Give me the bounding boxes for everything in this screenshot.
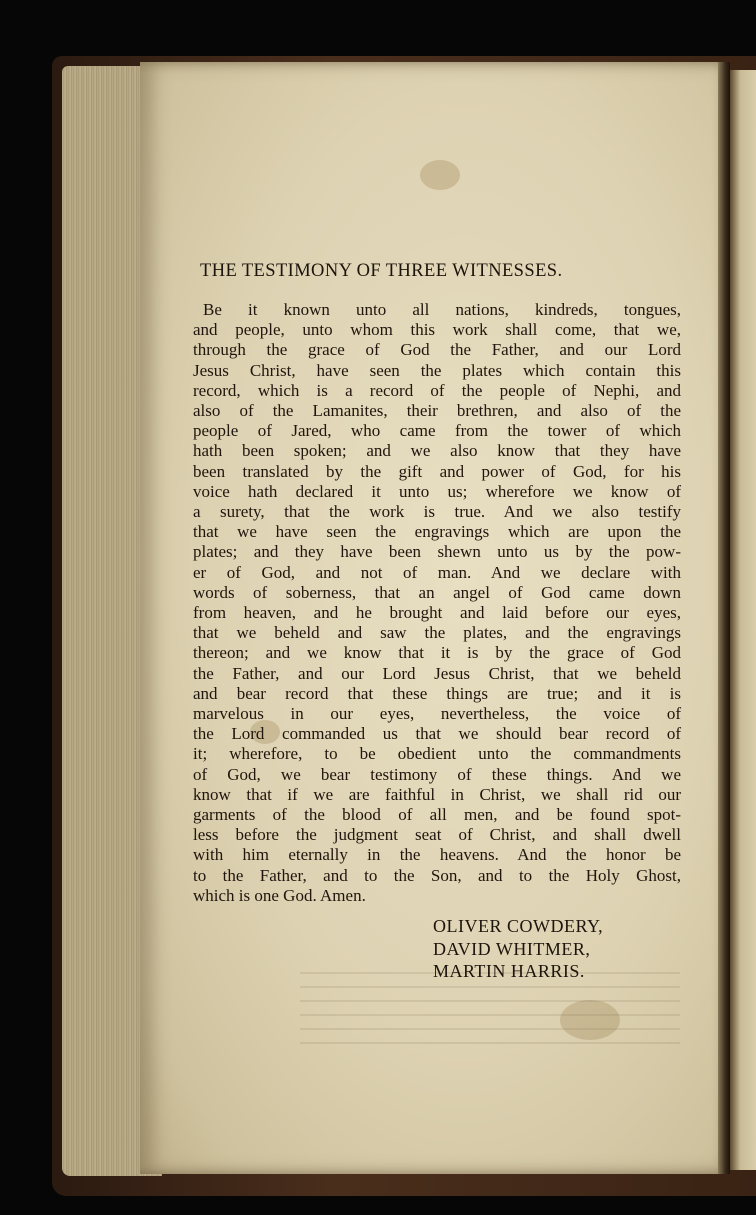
body-line: and bear record that these things are true; and it is	[193, 683, 681, 703]
body-line: to the Father, and to the Son, and to the Holy Ghost,	[193, 865, 681, 885]
foxing-spot	[560, 1000, 620, 1040]
foxing-spot	[420, 160, 460, 190]
body-line: less before the judgment seat of Christ, and shall dwell	[193, 825, 681, 845]
body-line: through the grace of God the Father, and our Lord	[193, 340, 681, 360]
body-line: that we have seen the engravings which are upon the	[193, 522, 681, 542]
body-line: from heaven, and he brought and laid before our eyes,	[193, 603, 681, 623]
body-line: Jesus Christ, have seen the plates which contain this	[193, 360, 681, 380]
body-line: know that if we are faithful in Christ, we shall rid our	[193, 784, 681, 804]
body-line: voice hath declared it unto us; wherefore we know of	[193, 481, 681, 501]
body-line: with him eternally in the heavens. And the honor be	[193, 845, 681, 865]
body-line: the Lord commanded us that we should bear record of	[193, 724, 681, 744]
book-gutter	[718, 62, 730, 1174]
body-line: been translated by the gift and power of God, for his	[193, 461, 681, 481]
body-line: people of Jared, who came from the tower of which	[193, 421, 681, 441]
body-line: thereon; and we know that it is by the grace of God	[193, 643, 681, 663]
signature-name: OLIVER COWDERY,	[433, 916, 604, 936]
body-line: it; wherefore, to be obedient unto the commandments	[193, 744, 681, 764]
body-line: record, which is a record of the people of Nephi, and	[193, 380, 681, 400]
body-line: marvelous in our eyes, nevertheless, the voice of	[193, 704, 681, 724]
body-line: plates; and they have been shewn unto us by the pow-	[193, 542, 681, 562]
body-line: which is one God. Amen.	[193, 885, 366, 905]
body-line: that we beheld and saw the plates, and the engravings	[193, 623, 681, 643]
body-line: er of God, and not of man. And we declare with	[193, 562, 681, 582]
body-line: hath been spoken; and we also know that they have	[193, 441, 681, 461]
body-line: a surety, that the work is true. And we also testify	[193, 502, 681, 522]
signature-name: DAVID WHITMER,	[433, 938, 591, 959]
page-heading: THE TESTIMONY OF THREE WITNESSES.	[200, 261, 563, 281]
testimony-body	[193, 300, 681, 906]
facing-page-edge	[730, 70, 756, 1170]
signature-name: MARTIN HARRIS.	[433, 961, 585, 981]
body-line: garments of the blood of all men, and be found spot-	[193, 805, 681, 825]
witness-signatures	[433, 915, 603, 983]
body-line: and people, unto whom this work shall come, that we,	[193, 320, 681, 340]
body-line: the Father, and our Lord Jesus Christ, that we beheld	[193, 663, 681, 683]
body-line: Be it known unto all nations, kindreds, tongues,	[203, 300, 681, 319]
body-line: of God, we bear testimony of these things. And we	[193, 764, 681, 784]
body-line: also of the Lamanites, their brethren, and also of the	[193, 401, 681, 421]
body-line: words of soberness, that an angel of God came down	[193, 582, 681, 602]
